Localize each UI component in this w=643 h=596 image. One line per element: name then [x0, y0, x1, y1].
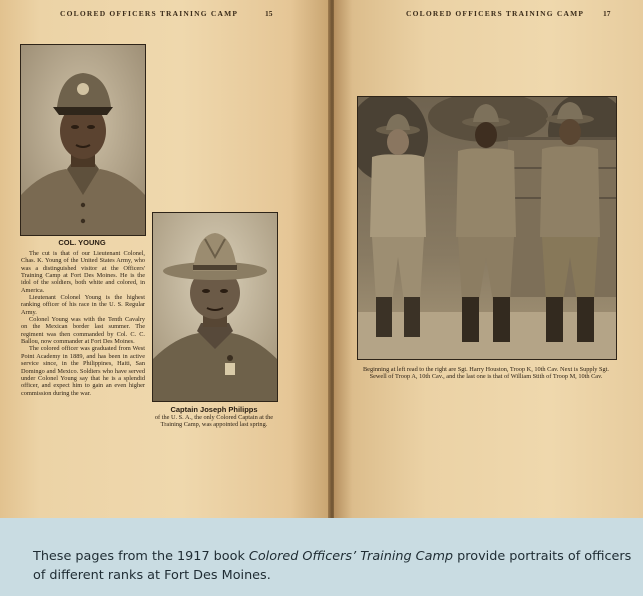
young-caption-title: COL. YOUNG: [58, 238, 106, 247]
three-soldiers-photo: [357, 96, 617, 360]
left-running-head: COLORED OFFICERS TRAINING CAMP: [60, 9, 239, 18]
philipps-caption-text: of the U. S. A., the only Colored Captain at the Training Camp, was appointed last spring.: [154, 414, 274, 429]
young-article: [21, 250, 145, 397]
captain-philipps-portrait: [152, 212, 278, 402]
young-paragraph: Lieutenant Colonel Young is the highest ranking officer of his race in the U. S. Regular Army.: [21, 294, 145, 316]
soldiers-photo-caption: Beginning at left read to the right are Sgt. Harry Houston, Troop K, 10th Cav. Next is Supply Sgt. Sewell of Troop A, 10th Cav., and the last one is that of William Stith of Troop M, 10th Cav.: [362, 366, 610, 381]
young-paragraph: Colonel Young was with the Tenth Cavalry on the Mexican border last summer. The regiment was then commanded by Col. C. C. Ballou, now commander at Fort Des Moines.: [21, 316, 145, 346]
philipps-caption-title: Captain Joseph Philipps: [170, 405, 258, 414]
left-page: [0, 0, 330, 518]
caption-lead: These pages from the 1917 book: [33, 549, 249, 564]
right-page-number: 17: [603, 9, 611, 18]
caption-bar: [0, 518, 643, 596]
book-title: Colored Officers’ Training Camp: [248, 549, 454, 564]
caption-tail: provide portraits of officers of different ranks at Fort Des Moines.: [33, 549, 632, 583]
young-paragraph: The colored officer was graduated from West Point Academy in 1889, and has been in active service since, in the Philippines, Haiti, San Domingo and Mexico. Soldiers who have served under Colonel Young say that he is a splendid officer, and expect him to gain an even higher commission during the war.: [21, 345, 145, 397]
right-running-head: COLORED OFFICERS TRAINING CAMP: [406, 9, 585, 18]
col-young-portrait: [20, 44, 146, 236]
left-page-number: 15: [265, 9, 273, 18]
young-paragraph: The cut is that of our Lieutenant Colonel, Chas. K. Young of the United States Army, who was a distinguished visitor at the Officers' Training Camp at Fort Des Moines. He is the idol of the soldiers, both white and colored, in America.: [21, 250, 145, 294]
caption-text: [33, 547, 633, 585]
right-page: [334, 0, 643, 518]
